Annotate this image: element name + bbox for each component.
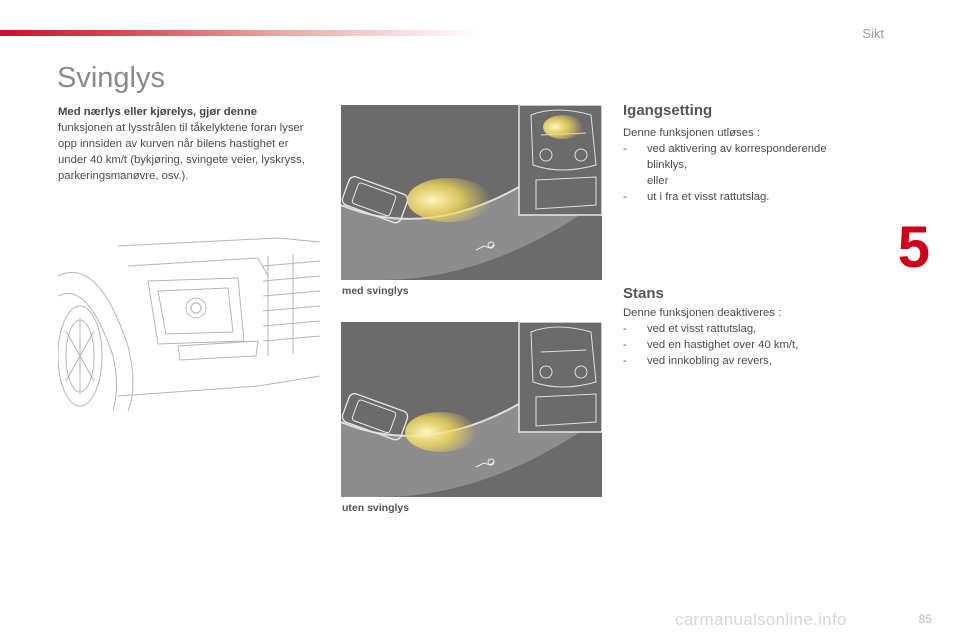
list-item-text: ved et visst rattutslag,: [647, 323, 757, 335]
list-item: [623, 189, 863, 205]
list-item-text: ved innkobling av revers,: [647, 355, 772, 367]
list-item-text: ved aktivering av korresponderende blinklys,: [647, 143, 827, 171]
list-item: [623, 141, 863, 189]
activation-intro: Denne funksjonen utløses :: [623, 127, 760, 139]
list-dash: -: [623, 339, 627, 351]
page-number: 85: [918, 612, 932, 626]
activation-list: [623, 141, 863, 205]
list-item-text: ved en hastighet over 40 km/t,: [647, 339, 799, 351]
stop-intro: Denne funksjonen deaktiveres :: [623, 307, 782, 319]
top-accent-bar: [0, 30, 480, 36]
list-dash: -: [623, 355, 627, 367]
list-dash: -: [623, 143, 627, 155]
fog-light-illustration: [58, 236, 320, 411]
activation-section: [623, 125, 863, 205]
figure-with-cornering-light: [341, 105, 602, 280]
list-item: [623, 353, 863, 369]
intro-lead: Med nærlys eller kjørelys, gjør denne: [58, 106, 258, 118]
list-item: [623, 321, 863, 337]
list-item-text: ut i fra et visst rattutslag.: [647, 191, 770, 203]
chapter-number: 5: [897, 215, 930, 280]
intro-paragraph: [58, 104, 320, 184]
figure-without-cornering-light: [341, 322, 602, 497]
activation-heading: Igangsetting: [623, 102, 713, 119]
list-dash: -: [623, 323, 627, 335]
stop-heading: Stans: [623, 285, 664, 302]
page-title: Svinglys: [57, 62, 165, 94]
watermark: carmanualsonline.info: [675, 610, 847, 629]
figure-caption-with: med svinglys: [342, 285, 409, 297]
list-item-extra: eller: [647, 175, 669, 187]
intro-body: funksjonen at lysstrålen til tåkelyktene foran lyser opp innsiden av kurven når bilens hastighet er under 40 km/t (bykjøring, svingete veier, lyskryss, parkeringsmanøvre, osv.).: [58, 122, 305, 182]
stop-section: [623, 305, 863, 369]
list-dash: -: [623, 191, 627, 203]
list-item: [623, 337, 863, 353]
section-label: Sikt: [862, 26, 884, 41]
stop-list: [623, 321, 863, 369]
figure-caption-without: uten svinglys: [342, 502, 410, 514]
